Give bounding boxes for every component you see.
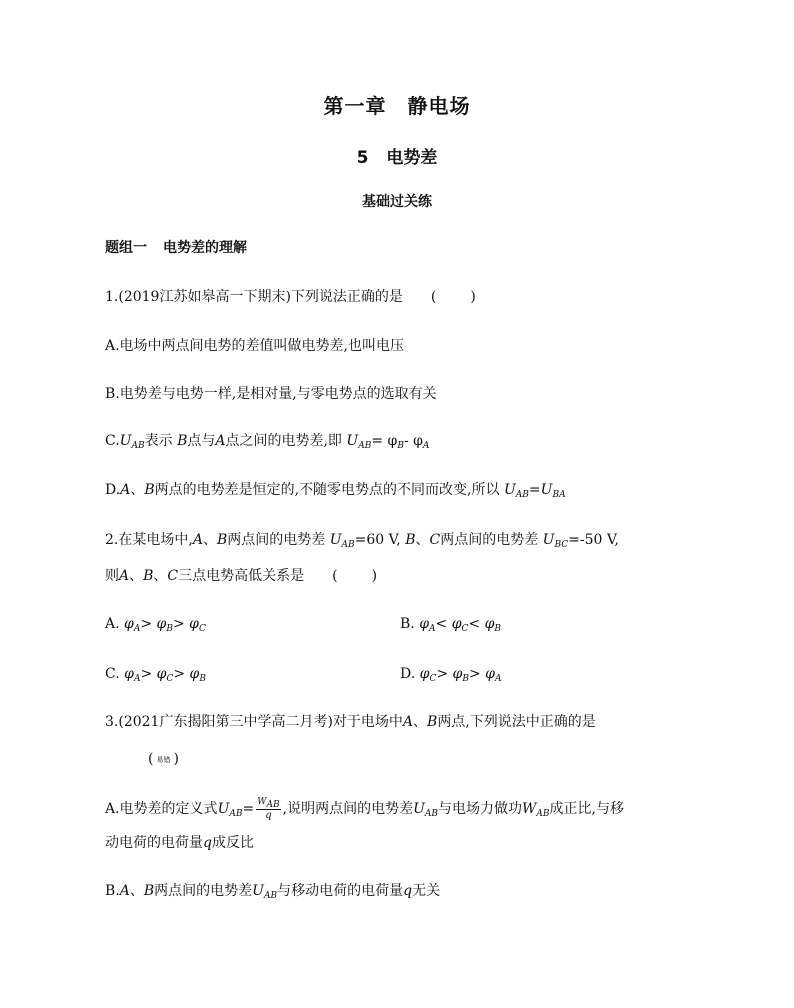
q2-d-label: D.: [400, 666, 416, 682]
q2-l2-a: A: [119, 568, 130, 584]
q3-b: B: [427, 714, 438, 730]
q2-d-phi3: φ: [485, 666, 495, 682]
q1-d-u2: U: [540, 482, 553, 498]
q1-c-minus: - φ: [403, 433, 423, 449]
q1-answer-paren: ( ): [430, 289, 478, 305]
q2-a-sub1: A: [133, 624, 141, 634]
q3-a-u2: U: [413, 801, 425, 817]
q3-b-b: B: [143, 883, 155, 899]
q2-b-sub3: B: [494, 624, 502, 634]
q3-b-a: A: [119, 883, 130, 899]
q3-a-text4: 成正比,与移: [549, 801, 624, 817]
q1-d-eq: =: [528, 482, 541, 498]
q1-c-text2: 点与: [187, 433, 216, 449]
q2-c-gt2: >: [173, 666, 186, 682]
q2-stem-line2: [105, 566, 379, 586]
q3-b-text1: B.: [105, 883, 120, 899]
q2-option-a: [105, 614, 206, 634]
q3-a: A: [402, 714, 414, 730]
q3-paren-open: (: [148, 751, 154, 767]
q2-d-phi1: φ: [419, 666, 430, 682]
chapter-title: 第一章 静电场: [323, 94, 471, 118]
q2-b-phi2: φ: [451, 616, 462, 632]
q1-option-d: [105, 480, 566, 500]
q1-d-sub-ab: AB: [515, 490, 529, 500]
q3-b-text3: 与移动电荷的电荷量: [277, 883, 404, 899]
q3-b-u: U: [252, 883, 264, 899]
group-label: 题组一: [105, 240, 147, 256]
q2-stem3: 两点间的电势差: [440, 532, 539, 548]
q1-c-eq: = φ: [371, 433, 398, 449]
q3-a-sub-ab3: AB: [536, 809, 550, 819]
q3-b-sep: 、: [129, 883, 144, 899]
q2-a-gt1: >: [140, 616, 153, 632]
section-heading: [0, 143, 794, 168]
q2-val1: =60 V,: [354, 532, 401, 548]
q2-l2-b: B: [143, 568, 154, 584]
q3-a-frac-bot: q: [265, 810, 272, 821]
q2-stem4-prefix: 则: [105, 568, 119, 584]
q3-a-text2: ,说明两点间的电势差: [282, 801, 414, 817]
q1-option-b: B.电势差与电势一样,是相对量,与零电势点的选取有关: [105, 386, 437, 402]
q2-l2-c: C: [167, 568, 179, 584]
q3-stem2: 两点,下列说法中正确的是: [437, 714, 596, 730]
q3-option-a-line2: [105, 833, 254, 853]
q3-tag: 易错: [156, 756, 171, 764]
q1-c-prefix: C.: [105, 433, 120, 449]
q3-b-text2: 两点间的电势差: [154, 883, 253, 899]
q3-paren-close: ): [173, 751, 179, 767]
q1-c-a: A: [215, 433, 226, 449]
q2-u1: U: [329, 532, 342, 548]
q1-c-u2: U: [346, 433, 359, 449]
q2-c-sub3: B: [199, 674, 206, 684]
group-heading: [105, 238, 247, 258]
q2-a: A: [192, 532, 203, 548]
q3-a-frac-top: [256, 797, 280, 810]
q2-l2-sep2: 、: [153, 568, 168, 584]
q2-sep1: 、: [202, 532, 217, 548]
q3-b-sub-ab: AB: [263, 891, 278, 901]
q2-l2-sep1: 、: [129, 568, 144, 584]
q1-c-text3: 点之间的电势差,即: [225, 433, 342, 449]
q1-d-sub-ba: BA: [552, 490, 566, 500]
q2-b-lt1: <: [435, 616, 448, 632]
q2-answer-paren: ( ): [332, 568, 380, 584]
q2-sub-ab: AB: [341, 540, 355, 550]
q2-d-sub1: C: [429, 674, 437, 684]
q1-d-text2: 两点的电势差是恒定的,不随零电势点的不同而改变,所以: [154, 482, 500, 498]
q2-c-phi1: φ: [124, 666, 134, 682]
q3-a-fraction: [256, 797, 280, 821]
q2-option-d: [400, 664, 501, 684]
q2-a-sub2: B: [166, 624, 173, 634]
q3-a-sub-ab2: AB: [424, 809, 439, 819]
q2-c-gt1: >: [140, 666, 153, 682]
q2-c-phi2: φ: [156, 666, 167, 682]
q2-a-phi1: φ: [124, 616, 134, 632]
q1-c-b: B: [177, 433, 188, 449]
q2-c-phi3: φ: [189, 666, 200, 682]
q2-c-sub1: A: [133, 674, 141, 684]
group-title: 电势差的理解: [163, 240, 247, 256]
q1-d-b: B: [144, 482, 155, 498]
section-title: 电势差: [386, 148, 438, 168]
q3-a-sub-ab1: AB: [229, 809, 243, 819]
q2-stem2: 两点间的电势差: [227, 532, 326, 548]
q3-b-text4: 无关: [412, 883, 441, 899]
q2-a-sub3: C: [198, 624, 206, 634]
q2-option-c: [105, 664, 206, 684]
q2-c-label: C.: [105, 666, 120, 682]
q3-stem1: 3.(2021广东揭阳第三中学高二月考)对于电场中: [105, 714, 403, 730]
q2-stem1: 2.在某电场中,: [105, 532, 193, 548]
q3-a-w2: W: [522, 801, 537, 817]
q2-c-sub2: C: [166, 674, 174, 684]
q1-c-sub-b: B: [397, 441, 404, 451]
q1-d-u1: U: [503, 482, 516, 498]
q3-a-text3: 与电场力做功: [438, 801, 523, 817]
q3-option-b: [105, 881, 440, 901]
q2-option-b: [400, 614, 501, 634]
q3-sep: 、: [413, 714, 428, 730]
q2-b-sub1: A: [429, 624, 436, 634]
q2-a-label: A.: [105, 616, 120, 632]
q2-b-phi1: φ: [419, 616, 430, 632]
q3-a-frac-w: W: [257, 797, 267, 807]
q1-d-prefix: D.: [105, 482, 121, 498]
q3-a-line2-2: 成反比: [211, 835, 254, 851]
q2-stem4: 三点电势高低关系是: [178, 568, 305, 584]
q3-option-a-line1: [105, 797, 624, 821]
q1-option-c: [105, 431, 429, 451]
q3-a-text1: A.电势差的定义式: [105, 801, 218, 817]
q1-option-a: A.电场中两点间电势的差值叫做电势差,也叫电压: [105, 338, 405, 354]
q2-stem-line1: [105, 530, 619, 550]
q1-c-text1: 表示: [144, 433, 173, 449]
q3-a-q: q: [203, 835, 212, 851]
q2-d-sub3: A: [494, 674, 502, 684]
q1-d-a: A: [120, 482, 131, 498]
q2-b-label: B.: [400, 616, 415, 632]
q2-val2: =-50 V,: [568, 532, 619, 548]
section-number: 5: [356, 148, 369, 168]
q2-b: B: [216, 532, 228, 548]
q3-answer-paren: [148, 749, 179, 770]
q2-b-sub2: C: [461, 624, 469, 634]
q2-sub-bc: BC: [554, 540, 569, 550]
q2-b-phi3: φ: [484, 616, 495, 632]
q2-a-gt2: >: [172, 616, 185, 632]
q2-d-gt1: >: [436, 666, 449, 682]
q1-c-sub-a: A: [422, 441, 430, 451]
q2-d-gt2: >: [468, 666, 481, 682]
q2-a-phi2: φ: [156, 616, 167, 632]
q2-c: C: [429, 532, 441, 548]
q2-d-phi2: φ: [452, 666, 463, 682]
practice-title: 基础过关练: [362, 194, 432, 210]
q3-stem-line1: [105, 712, 596, 732]
q1-stem-text: 1.(2019江苏如皋高一下期末)下列说法正确的是: [105, 289, 403, 305]
q2-sep2: 、: [415, 532, 430, 548]
q1-c-u: U: [119, 433, 132, 449]
q3-a-frac-sub: AB: [266, 800, 280, 810]
q2-b2: B: [405, 532, 416, 548]
q3-b-q: q: [403, 883, 413, 899]
q2-b-lt2: <: [468, 616, 481, 632]
q2-a-phi3: φ: [189, 616, 199, 632]
q1-d-sep: 、: [130, 482, 145, 498]
q1-c-sub-ab2: AB: [358, 441, 372, 451]
q3-a-eq: =: [242, 801, 255, 817]
q2-d-sub2: B: [462, 674, 469, 684]
q1-stem: [105, 287, 478, 307]
q3-a-line2-1: 动电荷的电荷量: [105, 835, 203, 851]
q3-a-u1: U: [217, 801, 230, 817]
q1-c-sub-ab: AB: [131, 441, 145, 451]
q2-u2: U: [542, 532, 555, 548]
